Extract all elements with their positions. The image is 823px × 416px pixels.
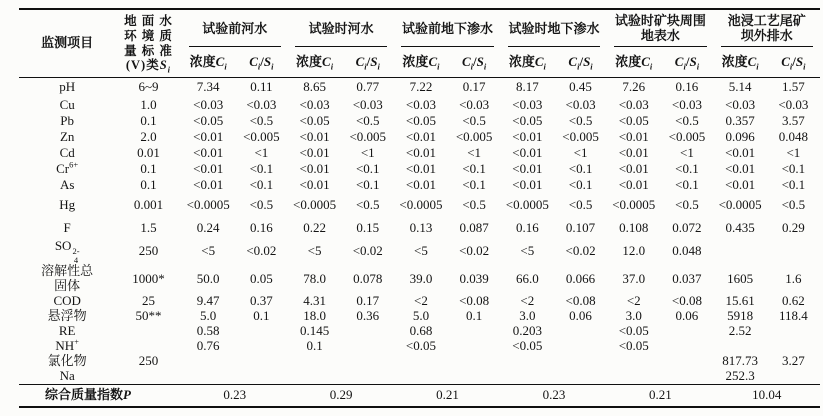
table-row-ss [19,309,820,324]
cell-hg-11: <0.0005 [718,196,762,212]
cell-so4-7: <5 [520,243,535,259]
cell-ph-10: 0.16 [675,79,699,95]
cell-f-10: 0.072 [672,219,702,235]
cell-nh4-1: 0.76 [196,338,220,354]
column-group-row [19,10,820,47]
table-row-na [19,369,820,384]
cell-cd-3: <0.01 [299,144,330,160]
cell-na-7 [501,369,554,384]
cell-f-4: 0.15 [356,219,380,235]
row-label-cod: COD [53,293,81,309]
cell-cl-3 [288,354,341,369]
row-label-ss: 悬浮物 [47,308,87,324]
cell-f-0: 1.5 [140,219,157,235]
cell-cd-10: <1 [680,144,694,160]
cell-f-3: 0.22 [303,219,326,235]
cell-nh4-8 [554,339,607,354]
cell-tds-4: 0.078 [353,270,383,286]
cell-zn-10: <0.005 [668,128,706,144]
cell-zn-7: <0.01 [512,128,543,144]
cell-as-8: <0.1 [568,176,593,192]
cell-f-12: 0.29 [781,219,805,235]
header-surface-water-standard: 地 面 水 环 境 质 量 标 准 (V)类$S_i$ [115,10,181,78]
cell-cl-1 [182,354,235,369]
footer-value-2: 0.21 [394,384,500,408]
cell-cu-6: <0.03 [459,96,490,112]
cell-ss-7: 3.0 [519,308,536,324]
column-group-pre-test-underground-seepage: 试验前地下渗水 [394,10,500,47]
cell-f-6: 0.087 [459,219,489,235]
cell-tds-12: 1.6 [785,270,802,286]
cell-cod-0: 25 [141,293,155,309]
cell-as-6: <0.1 [462,176,486,192]
cell-so4-8: <0.02 [565,243,596,259]
cell-pb-2: <0.5 [249,112,274,128]
cell-f-7: 0.16 [515,219,539,235]
subheader-ratio-pre-test-river-water: $C_i/S_i$ [235,47,288,78]
cell-ss-4: 0.36 [356,308,380,324]
subheader-concentration-pre-test-underground-seepage: 浓度$C_i$ [394,47,447,78]
header-monitoring-item: 监测项目 [19,10,115,78]
cell-so4-0: 250 [138,243,159,259]
cell-cd-5: <0.01 [405,144,436,160]
footer-value-0: 0.23 [182,384,288,408]
table-row-zn [19,129,820,145]
cell-ss-11: 5918 [727,308,754,324]
column-group-pool-leach-tailings-dam-discharge: 池浸工艺尾矿 坝外排水 [714,10,820,47]
cell-ph-7: 8.17 [515,79,539,95]
footer-value-1: 0.29 [288,384,394,408]
cell-ph-9: 7.26 [622,79,646,95]
cell-cod-4: 0.17 [356,293,380,309]
cell-ph-1: 7.34 [196,79,220,95]
cell-cd-8: <1 [573,144,588,160]
cell-na-10 [660,369,713,384]
cell-ph-4: 0.77 [356,79,380,95]
cell-ss-8: 0.06 [569,308,592,324]
cell-ss-2: 0.1 [253,308,270,324]
subheader-concentration-during-test-underground-seepage: 浓度$C_i$ [501,47,554,78]
footer-value-4: 0.21 [607,384,713,408]
cell-so4-6: <0.02 [459,243,490,259]
cell-cu-4: <0.03 [352,96,383,112]
cell-so4-10: 0.048 [672,243,702,259]
cell-cr6-8: <0.1 [568,160,593,176]
cell-so4-3: <5 [307,243,322,259]
cell-cod-7: <2 [520,293,535,309]
cell-pb-4: <0.5 [355,112,380,128]
cell-zn-12: 0.048 [778,128,808,144]
cell-hg-5: <0.0005 [399,196,443,212]
cell-cl-9 [607,354,660,369]
subheader-ratio-during-test-river-water: $C_i/S_i$ [341,47,394,78]
cell-cr6-12: <0.1 [781,160,806,176]
column-group-pre-test-river-water: 试验前河水 [182,10,288,47]
cell-ss-12: 118.4 [778,308,808,324]
cell-pb-10: <0.5 [675,112,699,128]
cell-f-9: 0.108 [619,219,649,235]
cell-cl-6 [448,354,501,369]
cell-cu-9: <0.03 [618,96,649,112]
cell-cod-11: 15.61 [725,293,755,309]
cell-cl-4 [341,354,394,369]
subheader-concentration-surface-water-around-ore-block: 浓度$C_i$ [607,47,660,78]
cell-cr6-7: <0.01 [512,160,543,176]
subheader-ratio-during-test-underground-seepage: $C_i/S_i$ [554,47,607,78]
cell-pb-3: <0.05 [299,112,330,128]
table-row-cu [19,97,820,113]
cell-tds-3: 78.0 [303,270,326,286]
cell-as-5: <0.01 [405,176,436,192]
cell-zn-8: <0.005 [562,128,599,144]
cell-zn-2: <0.005 [243,128,280,144]
row-label-tds: 溶解性总 固体 [41,263,94,293]
cell-cr6-1: <0.01 [193,160,224,176]
row-label-cd: Cd [59,144,75,160]
cell-nh4-11 [714,339,767,354]
cell-zn-0: 2.0 [140,128,157,144]
cell-cr6-9: <0.01 [618,160,649,176]
cell-f-11: 0.435 [725,219,755,235]
cell-so4-11 [714,239,767,264]
row-label-cu: Cu [59,96,75,112]
cell-re-11: 2.52 [728,323,752,339]
cell-re-1: 0.58 [196,323,220,339]
cell-as-7: <0.01 [512,176,543,192]
cell-cod-6: <0.08 [459,293,490,309]
subheader-concentration-pool-leach-tailings-dam-discharge: 浓度$C_i$ [714,47,767,78]
cell-ss-10: 0.06 [675,308,699,324]
cell-tds-1: 50.0 [196,270,220,286]
cell-cl-12: 3.27 [781,353,805,369]
cell-cu-0: 1.0 [140,96,157,112]
cell-re-7: 0.203 [512,323,542,339]
cell-nh4-9: <0.05 [618,338,649,354]
cell-cl-11: 817.73 [722,353,758,369]
cell-ss-5: 5.0 [412,308,430,324]
cell-re-5: 0.68 [409,323,433,339]
composite-quality-index-row [19,384,820,408]
cell-pb-9: <0.05 [618,112,649,128]
cell-re-10 [660,324,713,339]
cell-hg-12: <0.5 [781,196,806,212]
column-group-during-test-river-water: 试验时河水 [288,10,394,47]
row-label-cr6: $Cr^{6+}$ [56,159,79,176]
cell-as-0: 0.1 [140,176,157,192]
cell-hg-7: <0.0005 [505,196,549,212]
cell-zn-11: 0.096 [725,128,755,144]
cell-nh4-5: <0.05 [405,338,436,354]
stacked-script: 2- 4 [72,246,80,265]
cell-hg-2: <0.5 [249,196,274,212]
cell-cr6-0: 0.1 [140,160,157,176]
cell-zn-1: <0.01 [193,128,224,144]
cell-re-6 [448,324,501,339]
cell-cl-0: 250 [138,353,159,369]
table-row-cd [19,145,820,161]
column-group-surface-water-around-ore-block: 试验时矿块周围 地表水 [607,10,713,47]
cell-pb-11: 0.357 [725,112,755,128]
footer-value-3: 0.23 [501,384,607,408]
cell-tds-5: 39.0 [409,270,433,286]
table-row-as [19,177,820,193]
cell-na-1 [182,369,235,384]
subheader-ratio-surface-water-around-ore-block: $C_i/S_i$ [660,47,713,78]
column-group-during-test-underground-seepage: 试验时地下渗水 [501,10,607,47]
cell-cod-5: <2 [414,293,428,309]
table-row-cl [19,354,820,369]
table-row-hg [19,193,820,217]
cell-cl-7 [501,354,554,369]
cell-cd-7: <0.01 [512,144,543,160]
table-footer [19,384,820,408]
subheader-concentration-pre-test-river-water: 浓度$C_i$ [182,47,235,78]
cell-cd-6: <1 [467,144,482,160]
cell-cd-12: <1 [786,144,801,160]
row-label-so4: SO 2- 4 [54,238,80,265]
cell-f-8: 0.107 [565,219,596,235]
cell-hg-6: <0.5 [462,196,486,212]
cell-ph-8: 0.45 [569,79,592,95]
row-label-ph: pH [59,79,76,95]
cell-cl-5 [394,354,447,369]
cell-f-5: 0.13 [409,219,433,235]
cell-hg-0: 0.001 [133,196,164,212]
cell-cod-10: <0.08 [671,293,702,309]
cell-pb-12: 3.57 [781,112,805,128]
cell-cod-8: <0.08 [565,293,596,309]
cell-hg-8: <0.5 [568,196,593,212]
cell-nh4-0 [115,339,181,354]
cell-zn-4: <0.005 [349,128,387,144]
cell-ph-3: 8.65 [303,79,326,95]
cell-tds-11: 1605 [727,270,754,286]
cell-so4-5: <5 [414,243,428,259]
cell-as-1: <0.01 [193,176,224,192]
cell-pb-0: 0.1 [140,112,157,128]
cell-tds-6: 0.039 [459,270,489,286]
cell-nh4-10 [660,339,713,354]
cell-cr6-10: <0.1 [675,160,699,176]
cell-hg-3: <0.0005 [293,196,337,212]
cell-as-2: <0.1 [249,176,274,192]
cell-as-10: <0.1 [675,176,699,192]
cell-zn-9: <0.01 [618,128,649,144]
cell-ph-2: 0.11 [250,79,273,95]
cell-re-9: <0.05 [618,323,649,339]
cell-cu-8: <0.03 [565,96,596,112]
subheader-ratio-pool-leach-tailings-dam-discharge: $C_i/S_i$ [767,47,820,78]
cell-tds-2: 0.05 [249,270,273,286]
cell-na-11: 252.3 [725,368,755,383]
cell-na-8 [554,369,607,384]
cell-zn-5: <0.01 [405,128,436,144]
cell-na-6 [448,369,501,384]
water-quality-monitoring-table [19,8,820,408]
cell-cod-2: 0.37 [249,293,273,309]
cell-cl-8 [554,354,607,369]
row-label-pb: Pb [60,112,75,128]
cell-f-1: 0.24 [196,219,220,235]
table-row-pb [19,113,820,129]
table-row-cod [19,294,820,309]
cell-nh4-3: 0.1 [306,338,323,354]
cell-tds-0: 1000* [132,270,165,286]
cell-cu-5: <0.03 [405,96,436,112]
cell-cu-2: <0.03 [246,96,277,112]
row-label-zn: Zn [59,128,75,144]
cell-zn-3: <0.01 [299,128,330,144]
cell-cd-0: 0.01 [137,144,160,160]
cell-hg-9: <0.0005 [612,196,656,212]
cell-as-11: <0.01 [725,176,756,192]
cell-ss-6: 0.1 [466,308,483,324]
cell-cr6-2: <0.1 [249,160,274,176]
cell-na-0 [115,369,181,384]
cell-cu-10: <0.03 [671,96,702,112]
cell-tds-8: 0.066 [565,270,596,286]
cell-re-3: 0.145 [299,323,330,339]
cell-cu-1: <0.03 [193,96,224,112]
row-label-nh4: NH+ [55,336,79,354]
cell-as-12: <0.1 [781,176,806,192]
cell-cu-11: <0.03 [725,96,756,112]
cell-ss-3: 18.0 [303,308,326,324]
row-label-as: As [59,176,75,192]
table-body [19,78,820,384]
cell-pb-7: <0.05 [512,112,543,128]
cell-pb-6: <0.5 [462,112,486,128]
cell-cr6-6: <0.1 [462,160,486,176]
cell-na-3 [288,369,341,384]
composite-quality-index-label: 综合质量指数P [19,384,182,408]
cell-cod-3: 4.31 [303,293,326,309]
cell-re-8 [554,324,607,339]
cell-na-5 [394,369,447,384]
table-row-re [19,324,820,339]
cell-cu-7: <0.03 [512,96,543,112]
cell-nh4-2 [235,339,288,354]
table-row-so4 [19,239,820,264]
row-label-na: Na [59,368,75,383]
cell-cu-12: <0.03 [778,96,809,112]
cell-pb-1: <0.05 [193,112,224,128]
cell-na-9 [607,369,660,384]
cell-ph-11: 5.14 [728,79,752,95]
cell-ss-1: 5.0 [200,308,217,324]
table-row-nh4 [19,339,820,354]
cell-na-2 [235,369,288,384]
cell-ss-9: 3.0 [625,308,642,324]
cell-ss-0: 50** [135,308,162,324]
cell-as-9: <0.01 [618,176,649,192]
table-row-cr6 [19,161,820,177]
cell-hg-4: <0.5 [355,196,380,212]
cell-so4-4: <0.02 [352,243,383,259]
cell-f-2: 0.16 [249,219,273,235]
cell-cr6-3: <0.01 [299,160,330,176]
cell-cu-3: <0.03 [299,96,330,112]
cell-ph-12: 1.57 [781,79,805,95]
cell-cd-1: <0.01 [193,144,224,160]
cell-cr6-5: <0.01 [405,160,436,176]
row-label-re: RE [58,323,76,339]
row-label-hg: Hg [59,196,76,212]
cell-ph-0: 6~9 [138,79,159,95]
cell-cd-4: <1 [360,144,375,160]
row-label-cl: 氯化物 [47,353,87,369]
cell-re-12 [767,324,820,339]
cell-cod-1: 9.47 [196,293,220,309]
cell-pb-8: <0.5 [568,112,593,128]
cell-nh4-6 [448,339,501,354]
table-row-tds [19,264,820,294]
cell-hg-10: <0.5 [675,196,699,212]
cell-cr6-11: <0.01 [725,160,756,176]
cell-nh4-12 [767,339,820,354]
cell-cd-9: <0.01 [618,144,649,160]
footer-value-5: 10.04 [714,384,820,408]
cell-cd-11: <0.01 [725,144,756,160]
cell-tds-10: 0.037 [672,270,702,286]
cell-ph-6: 0.17 [462,79,486,95]
cell-na-4 [341,369,394,384]
cell-tds-7: 66.0 [515,270,539,286]
cell-pb-5: <0.05 [405,112,436,128]
subheader-concentration-during-test-river-water: 浓度$C_i$ [288,47,341,78]
table-header [19,10,820,78]
cell-so4-2: <0.02 [246,243,277,259]
cell-so4-1: <5 [201,243,216,259]
row-label-f: F [63,219,71,235]
table-row-f [19,217,820,239]
cell-as-3: <0.01 [299,176,330,192]
cell-cl-10 [660,354,713,369]
cell-hg-1: <0.0005 [186,196,230,212]
cell-ph-5: 7.22 [409,79,433,95]
cell-cr6-4: <0.1 [355,160,380,176]
cell-zn-6: <0.005 [455,128,493,144]
cell-cod-12: 0.62 [781,293,805,309]
cell-cd-2: <1 [254,144,269,160]
cell-cl-2 [235,354,288,369]
cell-so4-9: 12.0 [622,243,646,259]
subheader-ratio-pre-test-underground-seepage: $C_i/S_i$ [448,47,501,78]
cell-cod-9: <2 [626,293,641,309]
table-row-ph [19,78,820,97]
cell-re-4 [341,324,394,339]
cell-na-12 [767,369,820,384]
cell-re-0 [115,324,181,339]
cell-as-4: <0.1 [355,176,380,192]
cell-so4-12 [767,239,820,264]
cell-nh4-4 [341,339,394,354]
cell-re-2 [235,324,288,339]
cell-tds-9: 37.0 [622,270,646,286]
cell-nh4-7: <0.05 [512,338,543,354]
